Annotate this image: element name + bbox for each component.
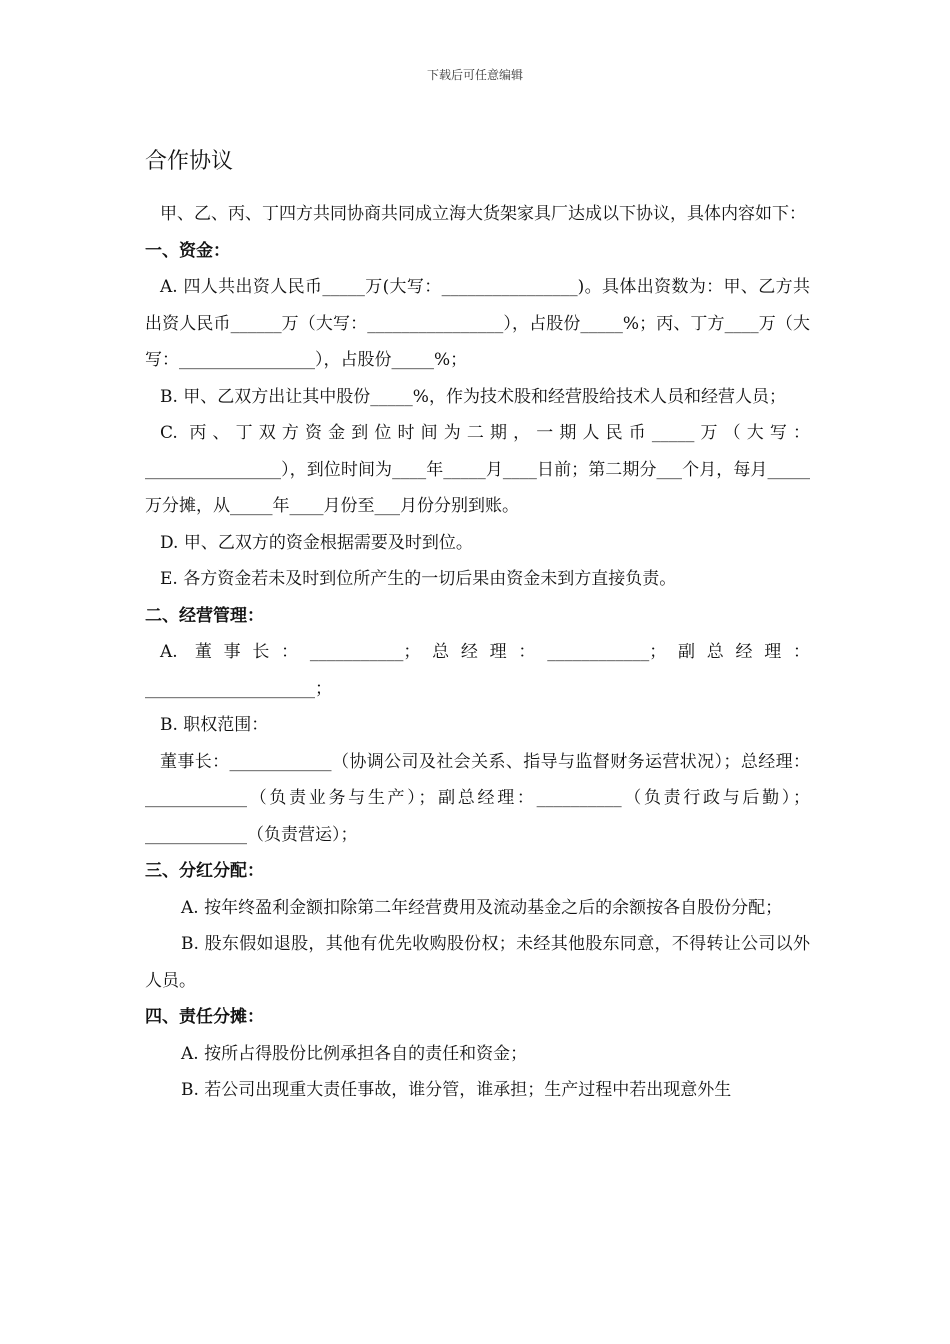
funds-clause-c: C. 丙、丁双方资金到位时间为二期，一期人民币_____万（大写：________________），到位时间为____年_____月____日前；第二期分___个月，每月_____万分摊，从_____年____月份至___月份分别到账。 [145,423,810,516]
intro-paragraph: 甲、乙、丙、丁四方共同协商共同成立海大货架家具厂达成以下协议，具体内容如下： [160,204,806,224]
management-clause-b: B. 职权范围： [160,715,269,735]
liability-clause-a: A. 按所占得股份比例承担各自的责任和资金； [181,1043,528,1064]
document-title: 合作协议 [145,149,234,174]
dividends-clause-a: A. 按年终盈利金额扣除第二年经营费用及流动基金之后的余额按各自股份分配； [181,897,783,918]
section-heading-liability: 四、责任分摊： [145,1007,264,1027]
management-clause-a: A. 董事长：___________；总经理：____________；副总经理：____________________； [145,642,810,699]
funds-clause-d: D. 甲、乙双方的资金根据需要及时到位。 [160,532,473,553]
dividends-clause-b: B. 股东假如退股，其他有优先收购股份权；未经其他股东同意，不得转让公司以外人员。 [145,934,810,991]
section-heading-funds: 一、资金： [145,240,230,261]
management-duties: 董事长：____________（协调公司及社会关系、指导与监督财务运营状况）；总经理：____________（负责业务与生产）；副总经理：__________（负责行政与后勤）；____________（负责营运）； [145,751,810,845]
liability-clause-b: B. 若公司出现重大责任事故，谁分管，谁承担；生产过程中若出现意外生 [181,1080,732,1100]
section-heading-management: 二、经营管理： [145,605,264,626]
document-body [145,146,810,1109]
page-header-watermark: 下载后可任意编辑 [426,68,523,82]
section-heading-dividends: 三、分红分配： [145,861,264,881]
funds-clause-e: E. 各方资金若未及时到位所产生的一切后果由资金未到方直接负责。 [160,569,677,589]
funds-clause-a: A. 四人共出资人民币_____万(大写：________________)。具体出资数为：甲、乙方共出资人民币______万（大写：________________），占股份_____%；丙、丁方____万（大写：________________），占股份_____%； [145,277,810,370]
funds-clause-b: B. 甲、乙双方出让其中股份_____%，作为技术股和经营股给技术人员和经营人员； [160,386,786,407]
